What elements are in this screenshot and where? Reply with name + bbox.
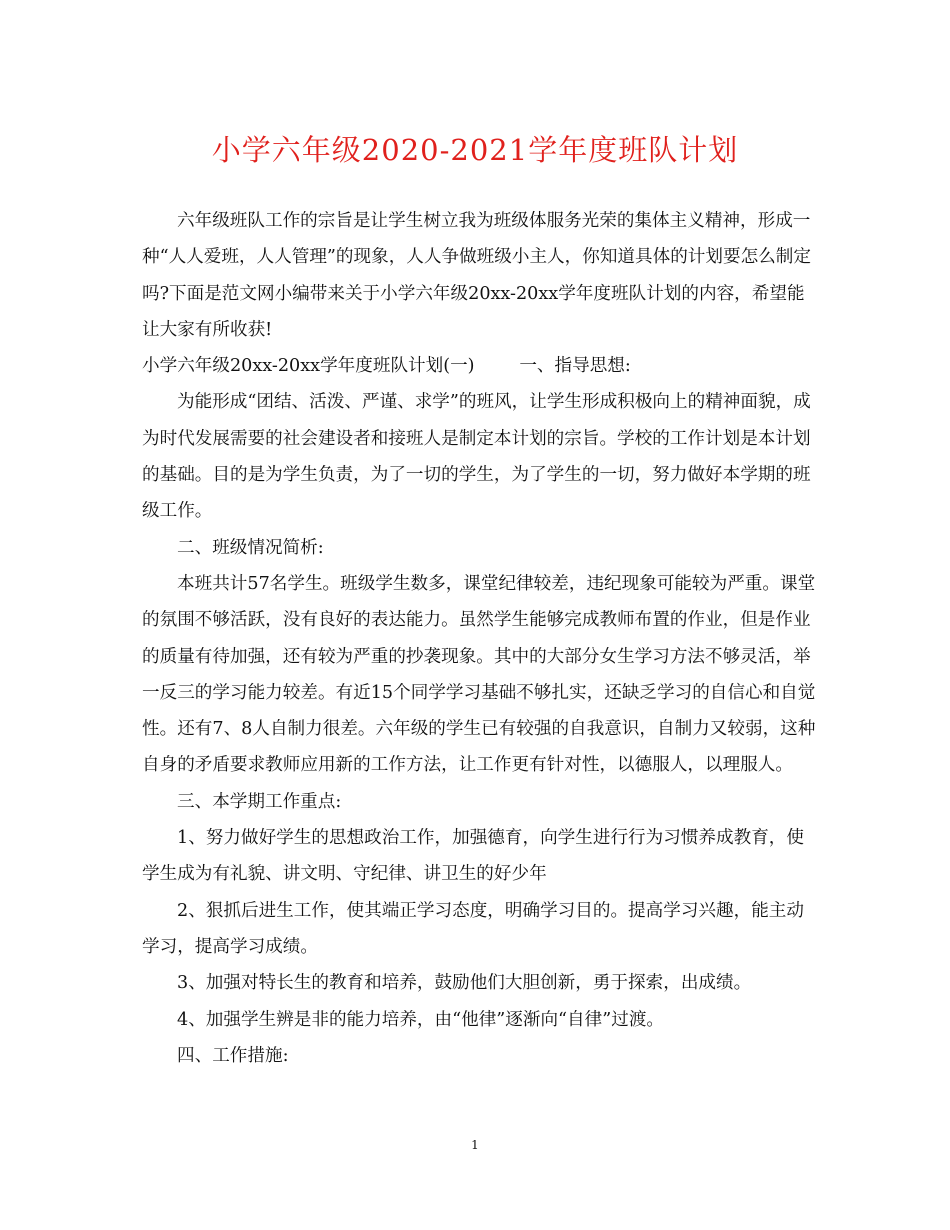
section-heading-class-analysis: 二、班级情况简析: (177, 537, 324, 558)
document-title: 小学六年级2020-2021学年度班队计划 (211, 133, 739, 167)
page-number: 1 (471, 1138, 479, 1152)
section-heading-key-points: 三、本学期工作重点: (177, 791, 342, 812)
section-heading-guiding-ideas: 一、指导思想: (519, 356, 631, 377)
document-body (142, 203, 818, 1074)
plan-title: 小学六年级20xx-20xx学年度班队计划(一) (142, 356, 475, 377)
intro-paragraph: 六年级班队工作的宗旨是让学生树立我为班级体服务光荣的集体主义精神，形成一种“人人爱班，人人管理”的现象，人人争做班级小主人，你知道具体的计划要怎么制定吗?下面是范文网小编带来关于小学六年级20xx-20xx学年度班队计划的内容，希望能让大家有所收获! (142, 211, 811, 340)
key-point-1: 1、努力做好学生的思想政治工作，加强德育，向学生进行行为习惯养成教育，使学生成为有礼貌、讲文明、守纪律、讲卫生的好少年 (142, 828, 804, 885)
class-analysis-paragraph: 本班共计57名学生。班级学生数多，课堂纪律较差，违纪现象可能较为严重。课堂的氛围不够活跃，没有良好的表达能力。虽然学生能够完成教师布置的作业，但是作业的质量有待加强，还有较为严重的抄袭现象。其中的大部分女生学习方法不够灵活，举一反三的学习能力较差。有近15个同学学习基础不够扎实，还缺乏学习的自信心和自觉性。还有7、8人自制力很差。六年级的学生已有较强的自我意识，自制力又较弱，这种自身的矛盾要求教师应用新的工作方法，让工作更有针对性，以德服人，以理服人。 (142, 573, 816, 776)
key-point-3: 3、加强对特长生的教育和培养，鼓励他们大胆创新，勇于探索，出成绩。 (177, 973, 752, 994)
key-point-2: 2、狠抓后进生工作，使其端正学习态度，明确学习目的。提高学习兴趣，能主动学习，提高学习成绩。 (142, 900, 804, 957)
plan-heading-line (142, 348, 818, 384)
key-point-4: 4、加强学生辨是非的能力培养，由“他律”逐渐向“自律”过渡。 (177, 1009, 665, 1030)
guiding-ideas-paragraph: 为能形成“团结、活泼、严谨、求学”的班风，让学生形成积极向上的精神面貌，成为时代发展需要的社会建设者和接班人是制定本计划的宗旨。学校的工作计划是本计划的基础。目的是为学生负责，为了一切的学生，为了学生的一切，努力做好本学期的班级工作。 (142, 392, 811, 522)
section-heading-measures: 四、工作措施: (177, 1045, 289, 1066)
